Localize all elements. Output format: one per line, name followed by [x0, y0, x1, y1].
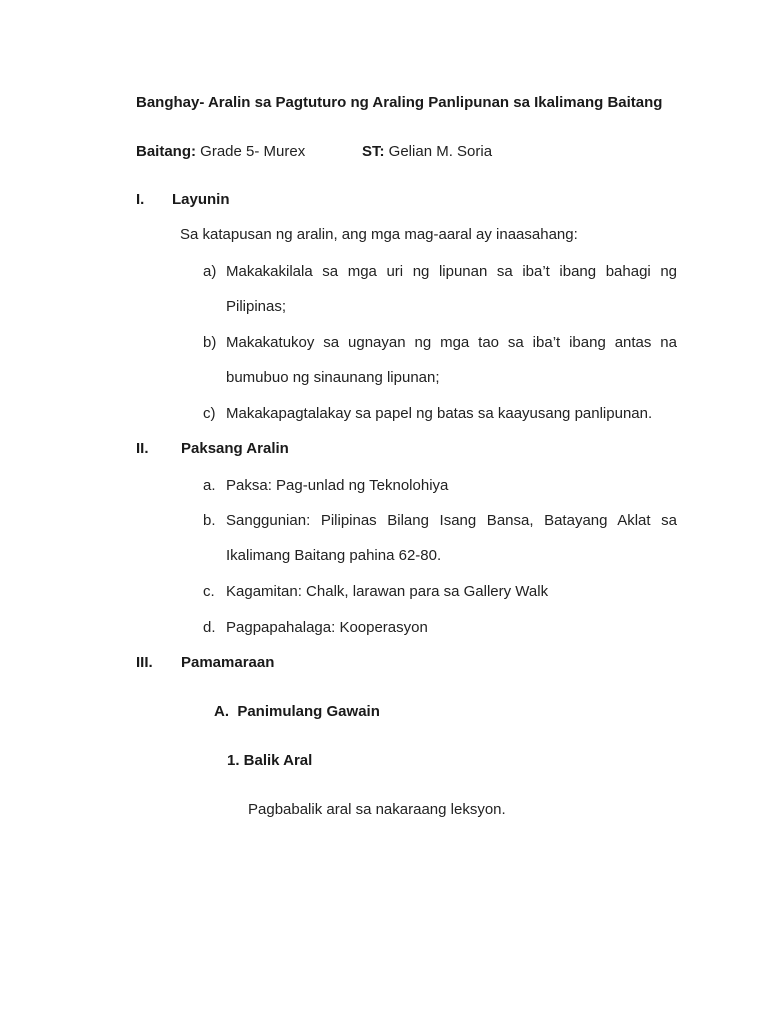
list-item-text: Paksa: Pag-unlad ng Teknolohiya	[226, 477, 449, 494]
st-line	[362, 143, 492, 160]
grade-line	[136, 143, 305, 160]
st-value: Gelian M. Soria	[388, 143, 493, 160]
section-3-numeral: III.	[136, 654, 153, 671]
grade-label: Baitang:	[136, 143, 196, 160]
list-marker: a)	[203, 263, 217, 280]
section-1-heading: Layunin	[172, 191, 230, 208]
subsection-1-body: Pagbabalik aral sa nakaraang leksyon.	[248, 801, 506, 818]
section-1-numeral: I.	[136, 191, 145, 208]
section-2-heading: Paksang Aralin	[181, 440, 289, 457]
subsection-a-heading: A. Panimulang Gawain	[214, 703, 380, 720]
document-title: Banghay- Aralin sa Pagtuturo ng Araling Panlipunan sa Ikalimang Baitang	[136, 94, 663, 111]
list-item-text: Makakapagtalakay sa papel ng batas sa kaayusang panlipunan.	[226, 405, 653, 422]
list-marker: b.	[203, 512, 216, 529]
list-item-text: Makakatukoy sa ugnayan ng mga tao sa iba’t ibang antas na	[226, 334, 677, 351]
list-marker: c)	[203, 405, 216, 422]
list-item-text: Sanggunian: Pilipinas Bilang Isang Bansa, Batayang Aklat sa	[226, 512, 677, 529]
grade-value: Grade 5- Murex	[200, 143, 306, 160]
section-3-heading: Pamamaraan	[181, 654, 275, 671]
list-item-text: Makakakilala sa mga uri ng lipunan sa iba’t ibang bahagi ng	[226, 263, 677, 280]
list-item-text: Kagamitan: Chalk, larawan para sa Gallery Walk	[226, 583, 549, 600]
subsection-1-heading: 1. Balik Aral	[227, 752, 313, 769]
list-marker: b)	[203, 334, 217, 351]
list-item-text-cont: Pilipinas;	[226, 298, 287, 315]
list-item-text-cont: Ikalimang Baitang pahina 62-80.	[226, 547, 442, 564]
list-marker: c.	[203, 583, 215, 600]
section-2-numeral: II.	[136, 440, 149, 457]
list-marker: a.	[203, 477, 216, 494]
list-item-text-cont: bumubuo ng sinaunang lipunan;	[226, 369, 440, 386]
st-label: ST:	[362, 143, 385, 160]
list-item-text: Pagpapahalaga: Kooperasyon	[226, 619, 428, 636]
list-marker: d.	[203, 619, 216, 636]
section-1-intro: Sa katapusan ng aralin, ang mga mag-aaral ay inaasahang:	[180, 226, 578, 243]
